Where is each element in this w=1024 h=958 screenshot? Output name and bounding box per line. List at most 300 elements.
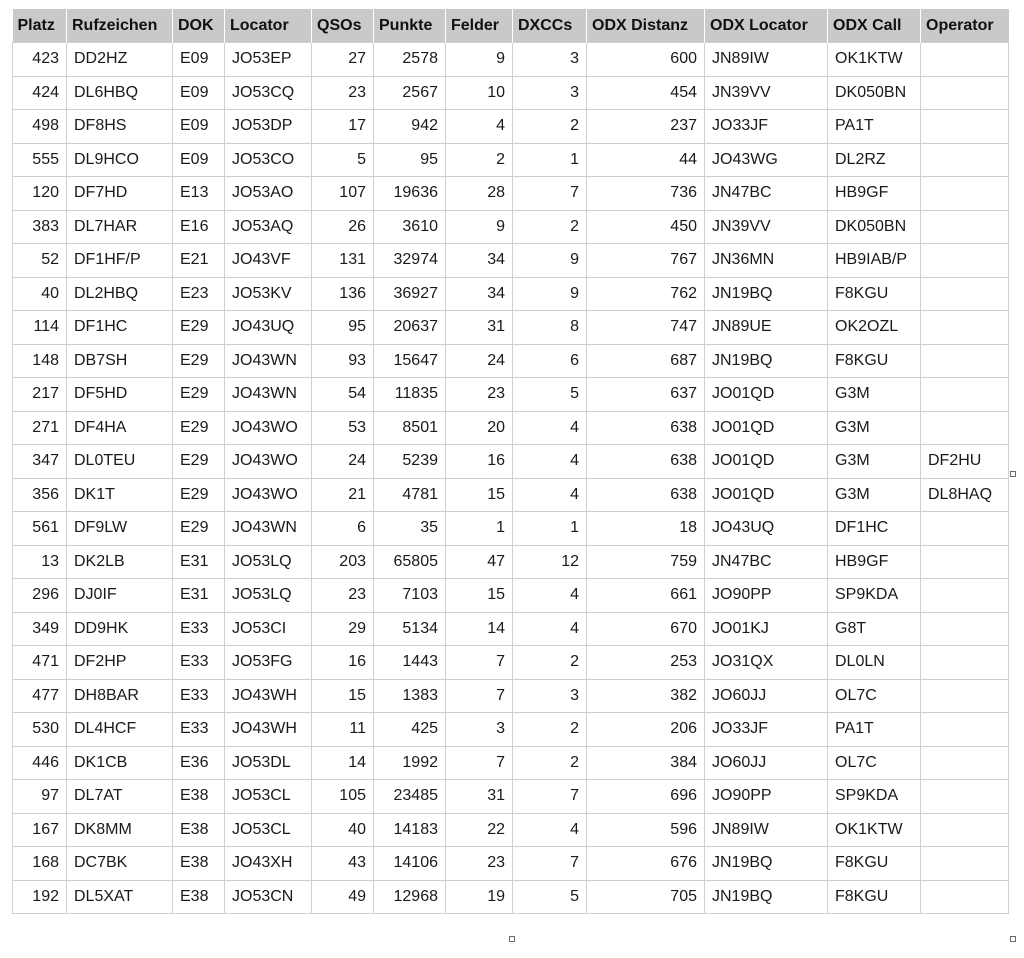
cell-locator[interactable]: JO53CL [225,813,312,847]
cell-dok[interactable]: E38 [173,813,225,847]
cell-qsos[interactable]: 95 [312,311,374,345]
cell-dxccs[interactable]: 2 [513,210,587,244]
cell-dxccs[interactable]: 7 [513,847,587,881]
cell-rufzeichen[interactable]: DL4HCF [67,713,173,747]
cell-locator[interactable]: JO43WN [225,512,312,546]
cell-felder[interactable]: 31 [446,780,513,814]
cell-odx-distanz[interactable]: 253 [587,646,705,680]
cell-dok[interactable]: E09 [173,110,225,144]
cell-odx-locator[interactable]: JN19BQ [705,277,828,311]
cell-platz[interactable]: 446 [13,746,67,780]
column-header-punkte[interactable]: Punkte [374,9,446,43]
column-header-odx-call[interactable]: ODX Call [828,9,921,43]
cell-odx-call[interactable]: F8KGU [828,344,921,378]
column-header-dok[interactable]: DOK [173,9,225,43]
cell-punkte[interactable]: 3610 [374,210,446,244]
cell-platz[interactable]: 167 [13,813,67,847]
cell-punkte[interactable]: 19636 [374,177,446,211]
resize-handle-corner[interactable] [1010,936,1016,942]
cell-rufzeichen[interactable]: DL9HCO [67,143,173,177]
cell-felder[interactable]: 34 [446,244,513,278]
cell-odx-locator[interactable]: JO43UQ [705,512,828,546]
cell-platz[interactable]: 296 [13,579,67,613]
cell-dok[interactable]: E09 [173,76,225,110]
cell-rufzeichen[interactable]: DK8MM [67,813,173,847]
cell-operator[interactable] [921,378,1009,412]
cell-odx-call[interactable]: OL7C [828,746,921,780]
cell-odx-locator[interactable]: JN39VV [705,76,828,110]
cell-dok[interactable]: E38 [173,847,225,881]
cell-dok[interactable]: E33 [173,679,225,713]
cell-rufzeichen[interactable]: DJ0IF [67,579,173,613]
cell-operator[interactable] [921,177,1009,211]
cell-dok[interactable]: E16 [173,210,225,244]
cell-odx-locator[interactable]: JO01QD [705,445,828,479]
cell-operator[interactable] [921,76,1009,110]
cell-dok[interactable]: E29 [173,378,225,412]
cell-odx-call[interactable]: OK1KTW [828,43,921,77]
cell-felder[interactable]: 16 [446,445,513,479]
cell-rufzeichen[interactable]: DL7HAR [67,210,173,244]
cell-operator[interactable] [921,646,1009,680]
cell-odx-distanz[interactable]: 759 [587,545,705,579]
cell-rufzeichen[interactable]: DL6HBQ [67,76,173,110]
cell-odx-locator[interactable]: JO43WG [705,143,828,177]
cell-felder[interactable]: 15 [446,478,513,512]
cell-operator[interactable] [921,43,1009,77]
cell-rufzeichen[interactable]: DF5HD [67,378,173,412]
cell-operator[interactable] [921,210,1009,244]
cell-rufzeichen[interactable]: DH8BAR [67,679,173,713]
cell-rufzeichen[interactable]: DF8HS [67,110,173,144]
cell-odx-call[interactable]: DL0LN [828,646,921,680]
cell-odx-locator[interactable]: JO01QD [705,478,828,512]
cell-odx-distanz[interactable]: 762 [587,277,705,311]
cell-locator[interactable]: JO53AO [225,177,312,211]
cell-punkte[interactable]: 8501 [374,411,446,445]
cell-odx-distanz[interactable]: 696 [587,780,705,814]
cell-dok[interactable]: E29 [173,478,225,512]
column-header-qsos[interactable]: QSOs [312,9,374,43]
cell-odx-call[interactable]: SP9KDA [828,579,921,613]
cell-platz[interactable]: 383 [13,210,67,244]
cell-rufzeichen[interactable]: DK1CB [67,746,173,780]
cell-odx-distanz[interactable]: 705 [587,880,705,914]
cell-dxccs[interactable]: 2 [513,646,587,680]
cell-felder[interactable]: 23 [446,847,513,881]
cell-operator[interactable] [921,344,1009,378]
cell-punkte[interactable]: 4781 [374,478,446,512]
column-header-felder[interactable]: Felder [446,9,513,43]
cell-odx-distanz[interactable]: 767 [587,244,705,278]
cell-odx-call[interactable]: SP9KDA [828,780,921,814]
cell-dxccs[interactable]: 4 [513,579,587,613]
cell-rufzeichen[interactable]: DD2HZ [67,43,173,77]
cell-odx-locator[interactable]: JO90PP [705,780,828,814]
cell-qsos[interactable]: 23 [312,579,374,613]
cell-punkte[interactable]: 95 [374,143,446,177]
cell-punkte[interactable]: 5239 [374,445,446,479]
cell-felder[interactable]: 15 [446,579,513,613]
cell-odx-call[interactable]: F8KGU [828,847,921,881]
cell-locator[interactable]: JO43VF [225,244,312,278]
cell-platz[interactable]: 477 [13,679,67,713]
cell-dok[interactable]: E31 [173,579,225,613]
cell-odx-locator[interactable]: JO33JF [705,713,828,747]
cell-platz[interactable]: 120 [13,177,67,211]
cell-qsos[interactable]: 26 [312,210,374,244]
cell-qsos[interactable]: 21 [312,478,374,512]
cell-rufzeichen[interactable]: DL0TEU [67,445,173,479]
cell-odx-locator[interactable]: JN39VV [705,210,828,244]
cell-punkte[interactable]: 2578 [374,43,446,77]
cell-punkte[interactable]: 32974 [374,244,446,278]
cell-qsos[interactable]: 40 [312,813,374,847]
cell-odx-distanz[interactable]: 736 [587,177,705,211]
cell-punkte[interactable]: 14183 [374,813,446,847]
cell-dxccs[interactable]: 4 [513,445,587,479]
cell-odx-call[interactable]: OL7C [828,679,921,713]
cell-platz[interactable]: 424 [13,76,67,110]
cell-rufzeichen[interactable]: DK2LB [67,545,173,579]
cell-qsos[interactable]: 105 [312,780,374,814]
cell-odx-call[interactable]: HB9IAB/P [828,244,921,278]
cell-odx-call[interactable]: PA1T [828,110,921,144]
cell-qsos[interactable]: 49 [312,880,374,914]
cell-odx-call[interactable]: DL2RZ [828,143,921,177]
cell-odx-distanz[interactable]: 18 [587,512,705,546]
cell-locator[interactable]: JO53LQ [225,545,312,579]
cell-operator[interactable] [921,244,1009,278]
cell-odx-distanz[interactable]: 450 [587,210,705,244]
cell-felder[interactable]: 24 [446,344,513,378]
cell-locator[interactable]: JO53CO [225,143,312,177]
cell-felder[interactable]: 47 [446,545,513,579]
cell-platz[interactable]: 192 [13,880,67,914]
cell-odx-locator[interactable]: JN47BC [705,545,828,579]
cell-punkte[interactable]: 5134 [374,612,446,646]
cell-operator[interactable] [921,746,1009,780]
cell-odx-call[interactable]: F8KGU [828,277,921,311]
cell-odx-distanz[interactable]: 382 [587,679,705,713]
cell-qsos[interactable]: 24 [312,445,374,479]
cell-platz[interactable]: 168 [13,847,67,881]
cell-odx-distanz[interactable]: 670 [587,612,705,646]
cell-dxccs[interactable]: 4 [513,478,587,512]
cell-qsos[interactable]: 14 [312,746,374,780]
cell-odx-call[interactable]: F8KGU [828,880,921,914]
cell-dok[interactable]: E21 [173,244,225,278]
cell-dxccs[interactable]: 12 [513,545,587,579]
cell-punkte[interactable]: 65805 [374,545,446,579]
cell-rufzeichen[interactable]: DL5XAT [67,880,173,914]
cell-punkte[interactable]: 36927 [374,277,446,311]
cell-dxccs[interactable]: 1 [513,512,587,546]
cell-platz[interactable]: 530 [13,713,67,747]
cell-rufzeichen[interactable]: DF1HF/P [67,244,173,278]
cell-dxccs[interactable]: 5 [513,378,587,412]
cell-dok[interactable]: E29 [173,411,225,445]
cell-punkte[interactable]: 12968 [374,880,446,914]
cell-operator[interactable] [921,277,1009,311]
cell-punkte[interactable]: 14106 [374,847,446,881]
cell-felder[interactable]: 19 [446,880,513,914]
column-header-locator[interactable]: Locator [225,9,312,43]
cell-locator[interactable]: JO53DP [225,110,312,144]
cell-odx-distanz[interactable]: 206 [587,713,705,747]
cell-odx-locator[interactable]: JN19BQ [705,847,828,881]
cell-odx-distanz[interactable]: 637 [587,378,705,412]
cell-locator[interactable]: JO43UQ [225,311,312,345]
cell-punkte[interactable]: 2567 [374,76,446,110]
cell-platz[interactable]: 13 [13,545,67,579]
cell-odx-locator[interactable]: JN89IW [705,813,828,847]
cell-locator[interactable]: JO53CN [225,880,312,914]
cell-dok[interactable]: E09 [173,43,225,77]
cell-operator[interactable] [921,780,1009,814]
cell-felder[interactable]: 22 [446,813,513,847]
cell-locator[interactable]: JO53CQ [225,76,312,110]
cell-locator[interactable]: JO43WH [225,679,312,713]
cell-odx-locator[interactable]: JO01QD [705,411,828,445]
cell-platz[interactable]: 561 [13,512,67,546]
cell-felder[interactable]: 3 [446,713,513,747]
column-header-odx-locator[interactable]: ODX Locator [705,9,828,43]
cell-qsos[interactable]: 136 [312,277,374,311]
column-header-dxccs[interactable]: DXCCs [513,9,587,43]
cell-dxccs[interactable]: 3 [513,43,587,77]
cell-locator[interactable]: JO43WO [225,478,312,512]
cell-odx-locator[interactable]: JO90PP [705,579,828,613]
cell-odx-distanz[interactable]: 384 [587,746,705,780]
cell-punkte[interactable]: 35 [374,512,446,546]
cell-platz[interactable]: 52 [13,244,67,278]
cell-qsos[interactable]: 53 [312,411,374,445]
cell-locator[interactable]: JO43WN [225,378,312,412]
cell-odx-distanz[interactable]: 600 [587,43,705,77]
cell-locator[interactable]: JO53EP [225,43,312,77]
cell-dxccs[interactable]: 3 [513,679,587,713]
cell-qsos[interactable]: 131 [312,244,374,278]
cell-odx-distanz[interactable]: 638 [587,445,705,479]
cell-dok[interactable]: E13 [173,177,225,211]
cell-felder[interactable]: 2 [446,143,513,177]
cell-odx-call[interactable]: OK2OZL [828,311,921,345]
cell-operator[interactable] [921,411,1009,445]
cell-rufzeichen[interactable]: DB7SH [67,344,173,378]
cell-qsos[interactable]: 43 [312,847,374,881]
cell-felder[interactable]: 34 [446,277,513,311]
cell-dxccs[interactable]: 7 [513,780,587,814]
cell-rufzeichen[interactable]: DF9LW [67,512,173,546]
cell-rufzeichen[interactable]: DL7AT [67,780,173,814]
cell-felder[interactable]: 9 [446,210,513,244]
cell-felder[interactable]: 10 [446,76,513,110]
cell-rufzeichen[interactable]: DL2HBQ [67,277,173,311]
cell-rufzeichen[interactable]: DF1HC [67,311,173,345]
cell-odx-call[interactable]: HB9GF [828,177,921,211]
cell-dxccs[interactable]: 1 [513,143,587,177]
cell-rufzeichen[interactable]: DF7HD [67,177,173,211]
cell-felder[interactable]: 4 [446,110,513,144]
cell-rufzeichen[interactable]: DD9HK [67,612,173,646]
cell-platz[interactable]: 423 [13,43,67,77]
cell-locator[interactable]: JO53FG [225,646,312,680]
cell-odx-call[interactable]: DK050BN [828,76,921,110]
resize-handle-bottom[interactable] [509,936,515,942]
cell-operator[interactable] [921,579,1009,613]
cell-qsos[interactable]: 11 [312,713,374,747]
cell-operator[interactable] [921,143,1009,177]
cell-odx-locator[interactable]: JO01KJ [705,612,828,646]
cell-felder[interactable]: 14 [446,612,513,646]
column-header-odx-distanz[interactable]: ODX Distanz [587,9,705,43]
cell-dxccs[interactable]: 2 [513,110,587,144]
cell-dok[interactable]: E38 [173,780,225,814]
cell-odx-locator[interactable]: JO60JJ [705,679,828,713]
cell-odx-call[interactable]: OK1KTW [828,813,921,847]
cell-platz[interactable]: 555 [13,143,67,177]
cell-odx-locator[interactable]: JN36MN [705,244,828,278]
cell-dxccs[interactable]: 2 [513,713,587,747]
cell-dxccs[interactable]: 7 [513,177,587,211]
cell-odx-distanz[interactable]: 676 [587,847,705,881]
cell-odx-locator[interactable]: JO01QD [705,378,828,412]
cell-odx-distanz[interactable]: 237 [587,110,705,144]
cell-dxccs[interactable]: 3 [513,76,587,110]
cell-odx-distanz[interactable]: 44 [587,143,705,177]
cell-felder[interactable]: 7 [446,646,513,680]
cell-dok[interactable]: E33 [173,713,225,747]
cell-punkte[interactable]: 1383 [374,679,446,713]
cell-dxccs[interactable]: 5 [513,880,587,914]
cell-odx-distanz[interactable]: 661 [587,579,705,613]
cell-qsos[interactable]: 93 [312,344,374,378]
cell-felder[interactable]: 1 [446,512,513,546]
cell-operator[interactable] [921,311,1009,345]
cell-rufzeichen[interactable]: DK1T [67,478,173,512]
cell-odx-call[interactable]: G3M [828,478,921,512]
cell-platz[interactable]: 356 [13,478,67,512]
cell-dok[interactable]: E33 [173,646,225,680]
cell-felder[interactable]: 7 [446,746,513,780]
cell-operator[interactable] [921,545,1009,579]
cell-odx-distanz[interactable]: 638 [587,411,705,445]
cell-locator[interactable]: JO43WN [225,344,312,378]
cell-punkte[interactable]: 20637 [374,311,446,345]
cell-platz[interactable]: 217 [13,378,67,412]
cell-punkte[interactable]: 1992 [374,746,446,780]
cell-locator[interactable]: JO43XH [225,847,312,881]
cell-dok[interactable]: E36 [173,746,225,780]
cell-punkte[interactable]: 942 [374,110,446,144]
cell-odx-locator[interactable]: JN19BQ [705,344,828,378]
cell-qsos[interactable]: 203 [312,545,374,579]
cell-operator[interactable] [921,512,1009,546]
column-header-rufzeichen[interactable]: Rufzeichen [67,9,173,43]
cell-platz[interactable]: 349 [13,612,67,646]
cell-felder[interactable]: 31 [446,311,513,345]
cell-odx-call[interactable]: DK050BN [828,210,921,244]
cell-odx-distanz[interactable]: 747 [587,311,705,345]
cell-operator[interactable] [921,713,1009,747]
cell-dxccs[interactable]: 4 [513,813,587,847]
cell-odx-distanz[interactable]: 454 [587,76,705,110]
cell-punkte[interactable]: 23485 [374,780,446,814]
cell-dok[interactable]: E29 [173,512,225,546]
cell-odx-call[interactable]: G8T [828,612,921,646]
cell-platz[interactable]: 498 [13,110,67,144]
cell-dxccs[interactable]: 9 [513,244,587,278]
cell-locator[interactable]: JO43WO [225,411,312,445]
cell-qsos[interactable]: 6 [312,512,374,546]
cell-platz[interactable]: 114 [13,311,67,345]
cell-rufzeichen[interactable]: DC7BK [67,847,173,881]
cell-locator[interactable]: JO53DL [225,746,312,780]
column-header-platz[interactable]: Platz [13,9,67,43]
cell-dok[interactable]: E29 [173,311,225,345]
cell-punkte[interactable]: 15647 [374,344,446,378]
cell-qsos[interactable]: 27 [312,43,374,77]
cell-dxccs[interactable]: 4 [513,612,587,646]
cell-odx-call[interactable]: DF1HC [828,512,921,546]
cell-operator[interactable]: DF2HU [921,445,1009,479]
cell-dok[interactable]: E29 [173,445,225,479]
cell-punkte[interactable]: 1443 [374,646,446,680]
cell-qsos[interactable]: 15 [312,679,374,713]
cell-qsos[interactable]: 23 [312,76,374,110]
column-header-operator[interactable]: Operator [921,9,1009,43]
cell-locator[interactable]: JO43WO [225,445,312,479]
cell-odx-locator[interactable]: JO31QX [705,646,828,680]
cell-platz[interactable]: 148 [13,344,67,378]
cell-qsos[interactable]: 16 [312,646,374,680]
cell-platz[interactable]: 271 [13,411,67,445]
cell-operator[interactable] [921,679,1009,713]
cell-qsos[interactable]: 17 [312,110,374,144]
cell-odx-locator[interactable]: JO33JF [705,110,828,144]
cell-locator[interactable]: JO43WH [225,713,312,747]
cell-dxccs[interactable]: 2 [513,746,587,780]
cell-felder[interactable]: 7 [446,679,513,713]
cell-odx-distanz[interactable]: 638 [587,478,705,512]
cell-dxccs[interactable]: 9 [513,277,587,311]
cell-operator[interactable] [921,110,1009,144]
resize-handle-right[interactable] [1010,471,1016,477]
cell-punkte[interactable]: 7103 [374,579,446,613]
cell-felder[interactable]: 28 [446,177,513,211]
cell-dok[interactable]: E23 [173,277,225,311]
cell-locator[interactable]: JO53KV [225,277,312,311]
cell-dok[interactable]: E38 [173,880,225,914]
cell-operator[interactable] [921,813,1009,847]
cell-dok[interactable]: E29 [173,344,225,378]
cell-odx-call[interactable]: HB9GF [828,545,921,579]
cell-rufzeichen[interactable]: DF2HP [67,646,173,680]
cell-felder[interactable]: 9 [446,43,513,77]
cell-platz[interactable]: 97 [13,780,67,814]
cell-odx-locator[interactable]: JN19BQ [705,880,828,914]
cell-odx-distanz[interactable]: 596 [587,813,705,847]
cell-punkte[interactable]: 425 [374,713,446,747]
cell-odx-call[interactable]: PA1T [828,713,921,747]
cell-qsos[interactable]: 54 [312,378,374,412]
cell-punkte[interactable]: 11835 [374,378,446,412]
cell-dxccs[interactable]: 8 [513,311,587,345]
cell-odx-locator[interactable]: JN47BC [705,177,828,211]
cell-odx-locator[interactable]: JO60JJ [705,746,828,780]
cell-platz[interactable]: 40 [13,277,67,311]
